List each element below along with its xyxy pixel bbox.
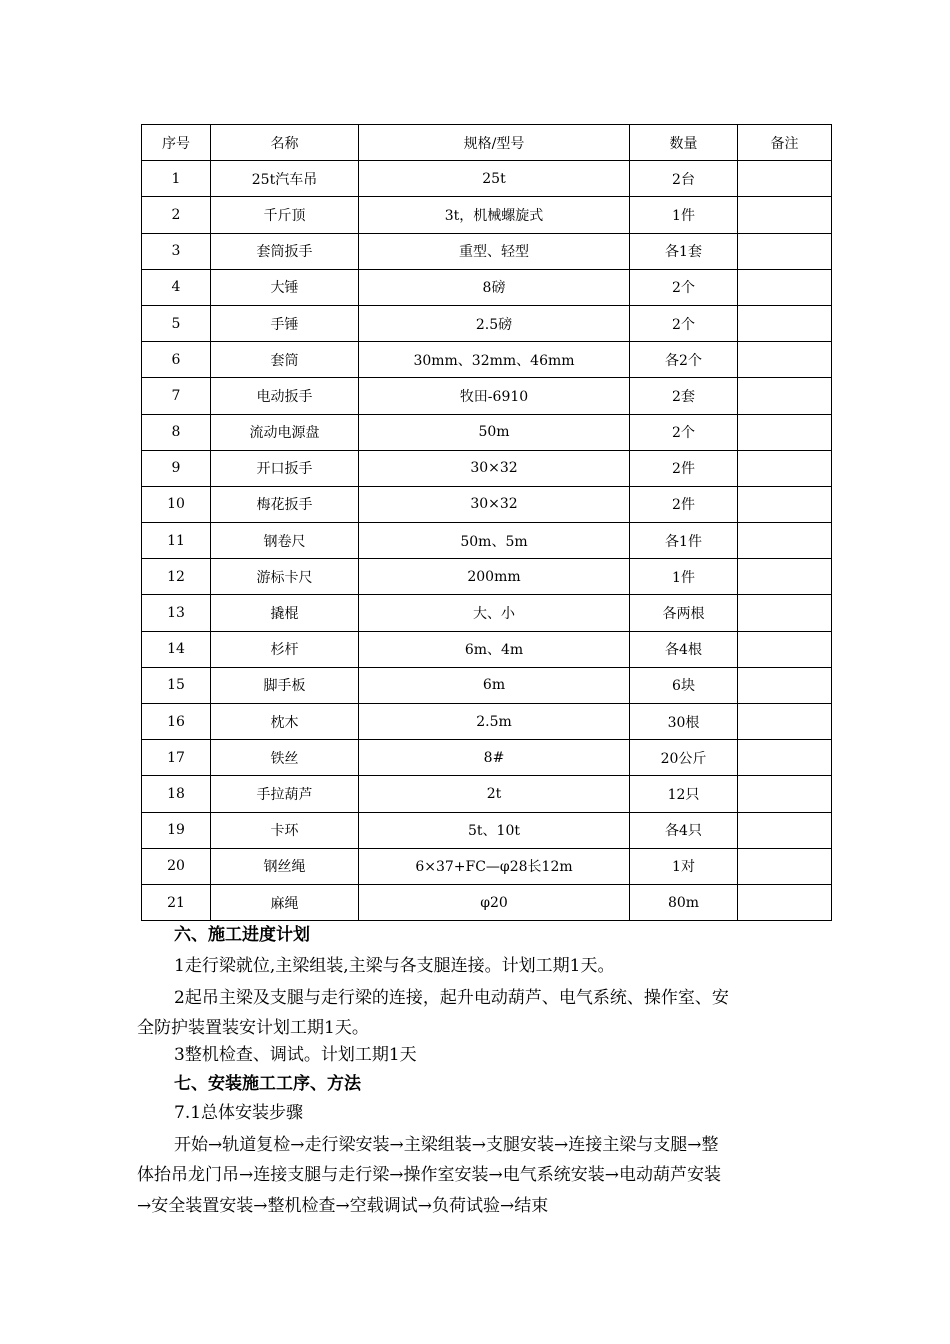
cell-remarks (738, 884, 832, 920)
cell-remarks (738, 848, 832, 884)
cell-index: 6 (142, 342, 211, 378)
cell-name: 千斤顶 (211, 197, 359, 233)
cell-quantity: 2套 (630, 378, 738, 414)
cell-remarks (738, 305, 832, 341)
header-spec: 规格/型号 (359, 125, 630, 161)
table-row (142, 631, 832, 667)
cell-quantity: 2个 (630, 269, 738, 305)
cell-index: 14 (142, 631, 211, 667)
cell-spec: 8# (359, 740, 630, 776)
cell-remarks (738, 595, 832, 631)
table-row (142, 884, 832, 920)
table-row (142, 378, 832, 414)
cell-spec: 30×32 (359, 450, 630, 486)
cell-index: 1 (142, 161, 211, 197)
cell-name: 游标卡尺 (211, 559, 359, 595)
table-row (142, 740, 832, 776)
cell-quantity: 1对 (630, 848, 738, 884)
cell-quantity: 各2个 (630, 342, 738, 378)
cell-index: 11 (142, 523, 211, 559)
cell-remarks (738, 523, 832, 559)
cell-spec: 2.5m (359, 704, 630, 740)
table-header-row (142, 125, 832, 161)
cell-name: 开口扳手 (211, 450, 359, 486)
table-row (142, 523, 832, 559)
cell-name: 铁丝 (211, 740, 359, 776)
cell-quantity: 各1件 (630, 523, 738, 559)
cell-name: 流动电源盘 (211, 414, 359, 450)
cell-remarks (738, 704, 832, 740)
cell-spec: 3t，机械螺旋式 (359, 197, 630, 233)
cell-remarks (738, 342, 832, 378)
table-row (142, 667, 832, 703)
cell-spec: φ20 (359, 884, 630, 920)
cell-index: 17 (142, 740, 211, 776)
header-name: 名称 (211, 125, 359, 161)
cell-remarks (738, 414, 832, 450)
table-row (142, 305, 832, 341)
cell-index: 4 (142, 269, 211, 305)
cell-index: 20 (142, 848, 211, 884)
cell-quantity: 2件 (630, 450, 738, 486)
cell-remarks (738, 631, 832, 667)
cell-spec: 30mm、32mm、46mm (359, 342, 630, 378)
cell-spec: 2.5磅 (359, 305, 630, 341)
cell-index: 18 (142, 776, 211, 812)
cell-remarks (738, 559, 832, 595)
table-row (142, 161, 832, 197)
header-remarks: 备注 (738, 125, 832, 161)
cell-quantity: 2个 (630, 305, 738, 341)
cell-quantity: 各两根 (630, 595, 738, 631)
flow-line2: 体抬吊龙门吊→连接支腿与走行梁→操作室安装→电气系统安装→电动葫芦安装 (137, 1165, 721, 1185)
table-row (142, 704, 832, 740)
cell-spec: 6m、4m (359, 631, 630, 667)
cell-index: 7 (142, 378, 211, 414)
cell-name: 梅花扳手 (211, 486, 359, 522)
section6-title: 六、施工进度计划 (174, 925, 310, 945)
cell-spec: 8磅 (359, 269, 630, 305)
table-row (142, 776, 832, 812)
table-row (142, 486, 832, 522)
cell-name: 手拉葫芦 (211, 776, 359, 812)
cell-index: 13 (142, 595, 211, 631)
cell-name: 大锤 (211, 269, 359, 305)
header-quantity: 数量 (630, 125, 738, 161)
flow-line1: 开始→轨道复检→走行梁安装→主梁组装→支腿安装→连接主梁与支腿→整 (174, 1135, 719, 1155)
cell-name: 杉杆 (211, 631, 359, 667)
cell-spec: 30×32 (359, 486, 630, 522)
cell-quantity: 6块 (630, 667, 738, 703)
cell-name: 卡环 (211, 812, 359, 848)
cell-quantity: 1件 (630, 197, 738, 233)
cell-spec: 50m (359, 414, 630, 450)
cell-name: 钢卷尺 (211, 523, 359, 559)
cell-spec: 大、小 (359, 595, 630, 631)
cell-remarks (738, 378, 832, 414)
cell-index: 21 (142, 884, 211, 920)
cell-remarks (738, 450, 832, 486)
cell-quantity: 2件 (630, 486, 738, 522)
cell-quantity: 各4根 (630, 631, 738, 667)
table-body (142, 161, 832, 921)
cell-index: 16 (142, 704, 211, 740)
cell-spec: 25t (359, 161, 630, 197)
cell-remarks (738, 233, 832, 269)
cell-name: 麻绳 (211, 884, 359, 920)
cell-quantity: 30根 (630, 704, 738, 740)
cell-quantity: 2台 (630, 161, 738, 197)
cell-spec: 200mm (359, 559, 630, 595)
cell-spec: 50m、5m (359, 523, 630, 559)
equipment-table (141, 124, 832, 921)
cell-quantity: 2个 (630, 414, 738, 450)
cell-name: 撬棍 (211, 595, 359, 631)
table-row (142, 342, 832, 378)
cell-index: 15 (142, 667, 211, 703)
cell-remarks (738, 667, 832, 703)
cell-remarks (738, 486, 832, 522)
section6-item2-line2: 全防护装置装安计划工期1天。 (137, 1018, 369, 1038)
table-row (142, 559, 832, 595)
table-row (142, 595, 832, 631)
section6-item3: 3整机检查、调试。计划工期1天 (174, 1045, 417, 1065)
section7-title: 七、安装施工工序、方法 (174, 1074, 361, 1094)
cell-remarks (738, 740, 832, 776)
table-row (142, 197, 832, 233)
cell-quantity: 80m (630, 884, 738, 920)
table-row (142, 233, 832, 269)
cell-spec: 6m (359, 667, 630, 703)
cell-quantity: 各1套 (630, 233, 738, 269)
cell-index: 5 (142, 305, 211, 341)
cell-name: 脚手板 (211, 667, 359, 703)
header-index: 序号 (142, 125, 211, 161)
cell-remarks (738, 161, 832, 197)
cell-name: 25t汽车吊 (211, 161, 359, 197)
cell-name: 套筒扳手 (211, 233, 359, 269)
cell-quantity: 20公斤 (630, 740, 738, 776)
flow-line3: →安全装置安装→整机检查→空载调试→负荷试验→结束 (137, 1196, 549, 1216)
cell-spec: 6×37+FC—φ28长12m (359, 848, 630, 884)
cell-spec: 重型、轻型 (359, 233, 630, 269)
cell-index: 8 (142, 414, 211, 450)
cell-index: 9 (142, 450, 211, 486)
cell-name: 钢丝绳 (211, 848, 359, 884)
table-row (142, 450, 832, 486)
table-row (142, 812, 832, 848)
cell-remarks (738, 812, 832, 848)
cell-quantity: 各4只 (630, 812, 738, 848)
cell-remarks (738, 776, 832, 812)
cell-index: 12 (142, 559, 211, 595)
cell-name: 套筒 (211, 342, 359, 378)
cell-index: 2 (142, 197, 211, 233)
section6-item1: 1走行梁就位,主梁组装,主梁与各支腿连接。计划工期1天。 (174, 956, 615, 976)
section6-item2-line1: 2起吊主梁及支腿与走行梁的连接，起升电动葫芦、电气系统、操作室、安 (174, 988, 729, 1008)
cell-name: 电动扳手 (211, 378, 359, 414)
cell-name: 手锤 (211, 305, 359, 341)
table-row (142, 414, 832, 450)
cell-remarks (738, 197, 832, 233)
cell-spec: 牧田-6910 (359, 378, 630, 414)
cell-index: 19 (142, 812, 211, 848)
table-row (142, 848, 832, 884)
cell-spec: 5t、10t (359, 812, 630, 848)
cell-index: 10 (142, 486, 211, 522)
cell-quantity: 1件 (630, 559, 738, 595)
cell-name: 枕木 (211, 704, 359, 740)
cell-spec: 2t (359, 776, 630, 812)
cell-index: 3 (142, 233, 211, 269)
cell-remarks (738, 269, 832, 305)
section7-subtitle: 7.1总体安装步骤 (174, 1103, 304, 1123)
cell-quantity: 12只 (630, 776, 738, 812)
table-row (142, 269, 832, 305)
